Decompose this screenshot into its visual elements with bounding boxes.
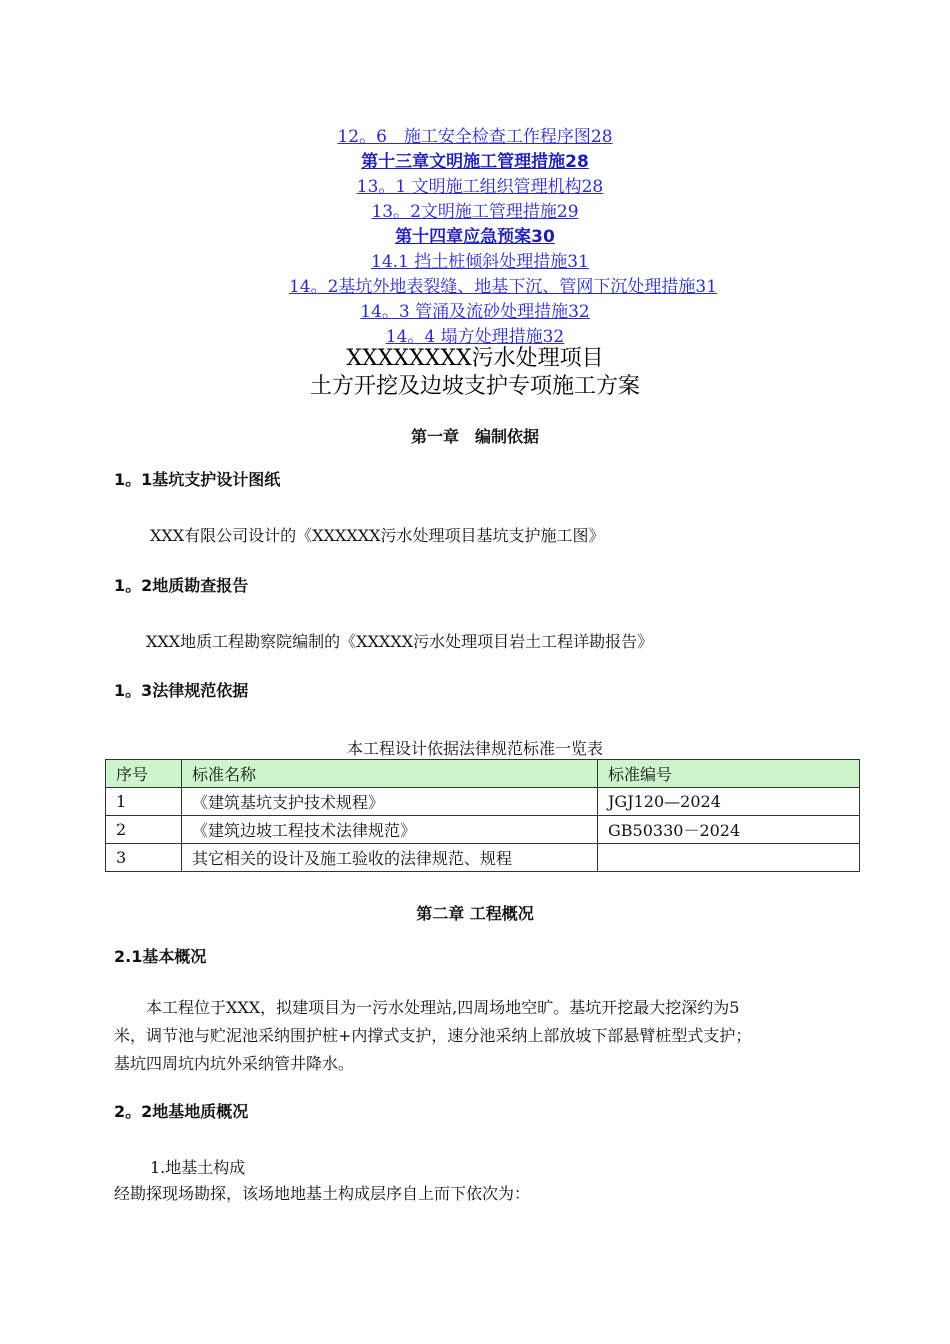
toc-entry[interactable]: 13。2文明施工管理措施29 — [371, 202, 579, 222]
table-header-row — [106, 760, 860, 788]
table-cell: 1 — [106, 788, 182, 816]
section-heading: 1。2地质勘查报告 — [114, 576, 249, 595]
table-cell — [598, 844, 860, 872]
document-title-line2: 土方开挖及边坡支护专项施工方案 — [309, 374, 640, 399]
table-cell: 《建筑边坡工程技术法律规范》 — [182, 816, 598, 844]
section-heading: 2.1基本概况 — [114, 947, 207, 966]
paragraph-line: 基坑四周坑内坑外采纳管井降水。 — [114, 1054, 355, 1073]
chapter-heading: 第一章 编制依据 — [410, 427, 539, 446]
column-header: 标准名称 — [182, 760, 598, 788]
toc-entry[interactable]: 12。6 施工安全检查工作程序图28 — [337, 127, 613, 147]
table-caption: 本工程设计依据法律规范标准一览表 — [346, 739, 603, 758]
toc-entry-chapter[interactable]: 第十三章文明施工管理措施28 — [361, 152, 589, 172]
table-cell: GB50330－2024 — [598, 816, 860, 844]
table-row — [106, 844, 860, 872]
paragraph: XXX地质工程勘察院编制的《XXXXX污水处理项目岩土工程详勘报告》 — [146, 632, 654, 651]
toc-entry[interactable]: 13。1 文明施工组织管理机构28 — [356, 177, 604, 197]
subsection-label: 1.地基土构成 — [150, 1158, 246, 1177]
column-header: 序号 — [106, 760, 182, 788]
toc-entry[interactable]: 14.1 挡土桩倾斜处理措施31 — [371, 252, 589, 272]
document-title-line1: XXXXXXXX污水处理项目 — [346, 346, 604, 371]
section-heading: 1。3法律规范依据 — [114, 681, 249, 700]
toc-entry[interactable]: 14。4 塌方处理措施32 — [385, 327, 565, 347]
paragraph-line: 本工程位于XXX，拟建项目为一污水处理站,四周场地空旷。基坑开挖最大挖深约为5 — [146, 998, 740, 1017]
table-row — [106, 816, 860, 844]
table-row — [106, 788, 860, 816]
section-heading: 1。1基坑支护设计图纸 — [114, 470, 281, 489]
table-cell: 其它相关的设计及施工验收的法律规范、规程 — [182, 844, 598, 872]
toc-entry[interactable]: 14。3 管涌及流砂处理措施32 — [360, 302, 590, 322]
toc-entry[interactable]: 14。2基坑外地表裂缝、地基下沉、管网下沉处理措施31 — [288, 277, 718, 297]
table-cell: 2 — [106, 816, 182, 844]
paragraph: XXX有限公司设计的《XXXXXX污水处理项目基坑支护施工图》 — [150, 526, 605, 545]
standards-table — [105, 759, 860, 872]
table-cell: JGJ120—2024 — [598, 788, 860, 816]
column-header: 标准编号 — [598, 760, 860, 788]
paragraph-line: 米，调节池与贮泥池采纳围护桩+内撑式支护，速分池采纳上部放坡下部悬臂桩型式支护； — [114, 1026, 752, 1045]
toc-entry-chapter[interactable]: 第十四章应急预案30 — [395, 227, 555, 247]
paragraph: 经勘探现场勘探，该场地地基土构成层序自上而下依次为： — [114, 1184, 531, 1203]
table-cell: 《建筑基坑支护技术规程》 — [182, 788, 598, 816]
chapter-heading: 第二章 工程概况 — [416, 904, 534, 923]
table-cell: 3 — [106, 844, 182, 872]
section-heading: 2。2地基地质概况 — [114, 1102, 249, 1121]
